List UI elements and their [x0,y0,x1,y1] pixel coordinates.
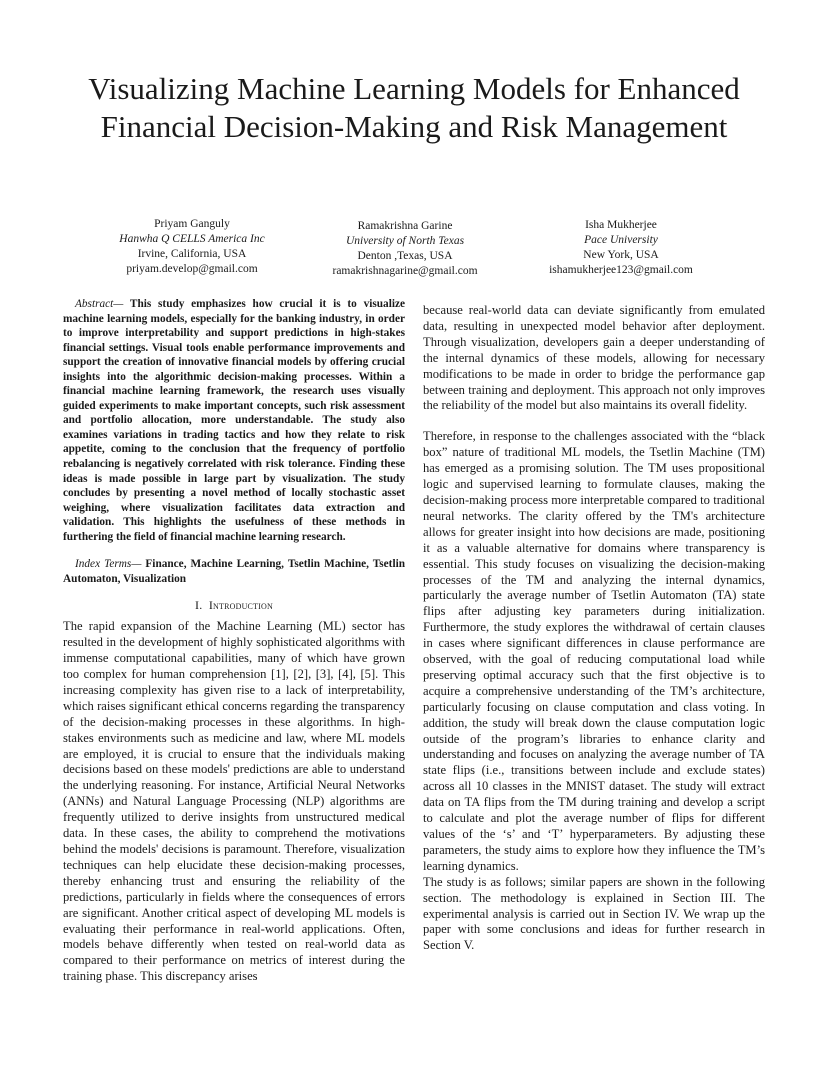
paragraph: The rapid expansion of the Machine Learning (ML) sector has resulted in the development of highly sophisticated algorithms with immense computational capabilities, many of which have grown too complex for human comprehension [1], [2], [3], [4], [5]. This increasing complexity has given rise to a lack of interpretability, which raises significant ethical concerns regarding the transparency of the decision-making processes in these algorithms. In high-stakes environments such as medicine and law, where ML models are employed, it is crucial to ensure that the individuals making decisions based on these models' predictions are able to understand the underlying reasoning. For instance, Artificial Neural Networks (ANNs) and Natural Language Processing (NLP) algorithms are frequently utilized to derive insights from unstructured medical data. In these cases, the ability to comprehend the motivations behind the models' decisions is paramount. Therefore, visualization techniques can help elucidate these decision-making processes, thereby enhancing trust and ensuring the reliability of the predictions, particularly in fields where the consequences of errors are significant. Another critical aspect of developing ML models is evaluating their performance in real-world applications. Often, models behave differently when tested on real-world data as compared to their performance on metrics of interest during the training phase. This discrepancy arises [63,619,405,984]
index-terms-text: Finance, Machine Learning, Tsetlin Machine, Tsetlin Automaton, Visualization [63,558,405,585]
abstract [63,297,405,544]
index-terms [63,557,405,586]
right-column [423,303,765,954]
author-affiliation: University of North Texas [345,235,465,247]
abstract-text: This study emphasizes how crucial it is to visualize machine learning models, especially for the banking industry, in order to improve interpretability and support predictions in high-stakes financial settings. Visual tools enable performance improvements and support the creation of innovative financial models by offering crucial insights into the algorithmic decision-making processes. Within a financial machine learning framework, the research uses visually guided experiments to make important concepts, such risk assessment and portfolio allocation, more understandable. The study also examines variations in trading tactics and how they relate to risk appetite, coming to the conclusion that the frequency of portfolio rebalancing is negatively correlated with risk tolerance. Finding these ideas is made possible in large part by visualization. The study concludes by presenting a novel method of locally stochastic asset weighing, where visualization facilitates data extraction and validation. This highlights the usefulness of these methods in furthering the field of financial machine learning research. [63,298,405,543]
author-affiliation: Pace University [584,234,658,246]
paragraph: because real-world data can deviate significantly from emulated data, resulting in unexpected model behavior after deployment. Through visualization, developers gain a deeper understanding of the internal dynamics of these models, allowing for necessary modifications to be made in order to bridge the performance gap between training and deployment. This approach not only improves the reliability of the model but also maintains its overall fidelity. [423,303,765,413]
author-name: Priyam Ganguly [154,218,230,230]
author-name: Isha Mukherjee [585,219,657,231]
author-location: New York, USA [583,249,659,261]
index-terms-label: Index Terms— [75,558,142,571]
author-location: Denton ,Texas, USA [357,250,453,262]
section-title: Introduction [208,598,273,613]
paper-title: Visualizing Machine Learning Models for Enhanced Financial Decision-Making and Risk Management [88,71,740,145]
abstract-label: Abstract— [75,298,124,310]
paragraph: Therefore, in response to the challenges associated with the “black box” nature of traditional ML models, the Tsetlin Machine (TM) has emerged as a promising solution. The TM uses propositional logic and supervised learning to formulate clauses, making the decision-making process more interpretable compared to traditional neural networks. The clarity offered by the TM's architecture allows for greater insight into how decisions are made, positioning it as a valuable alternative for domains where transparency is essential. This study focuses on visualizing the decision-making processes of the TM and analyzing the internal dynamics, particularly the average number of Tsetlin Automaton (TA) state flips after adjusting key parameters during initialization. Furthermore, the study explores the withdrawal of certain clauses in cases where significant differences in clause performance are observed, with the goal of reducing computational load while preserving optimal accuracy such that the first objective is to acquire a comprehensive understanding of the TM’s architecture, particularly focusing on clause computation and class voting. In addition, the study will break down the clause computation logic outside of the program’s libraries to enhance clarity and understanding and focuses on analyzing the average number of TA state flips (i.e., transitions between include and exclude states) across all 10 classes in the MNIST dataset. The study will extract data on TA flips from the TM during training and develop a script to calculate and plot the average number of flips for different values of the ‘s’ and ‘T’ hyperparameters. By adjusting these parameters, the study aims to explore how they influence the TM’s learning dynamics. [423,429,765,873]
paragraph: The study is as follows; similar papers are shown in the following section. The methodology is explained in Section III. The experimental analysis is carried out in Section IV. We wrap up the paper with some conclusions and ideas for further research in Section V. [423,874,765,953]
section-number: I. [195,598,203,613]
author-email: ishamukherjee123@gmail.com [549,264,693,276]
author-block [521,218,721,278]
author-name: Ramakrishna Garine [357,220,453,232]
author-block [305,219,505,279]
author-location: Irvine, California, USA [137,248,247,260]
left-column [63,297,405,985]
author-block [92,217,292,277]
author-email: ramakrishnagarine@gmail.com [332,265,478,277]
author-affiliation: Hanwha Q CELLS America Inc [119,233,265,245]
section-heading [63,598,405,614]
author-email: priyam.develop@gmail.com [126,263,258,275]
